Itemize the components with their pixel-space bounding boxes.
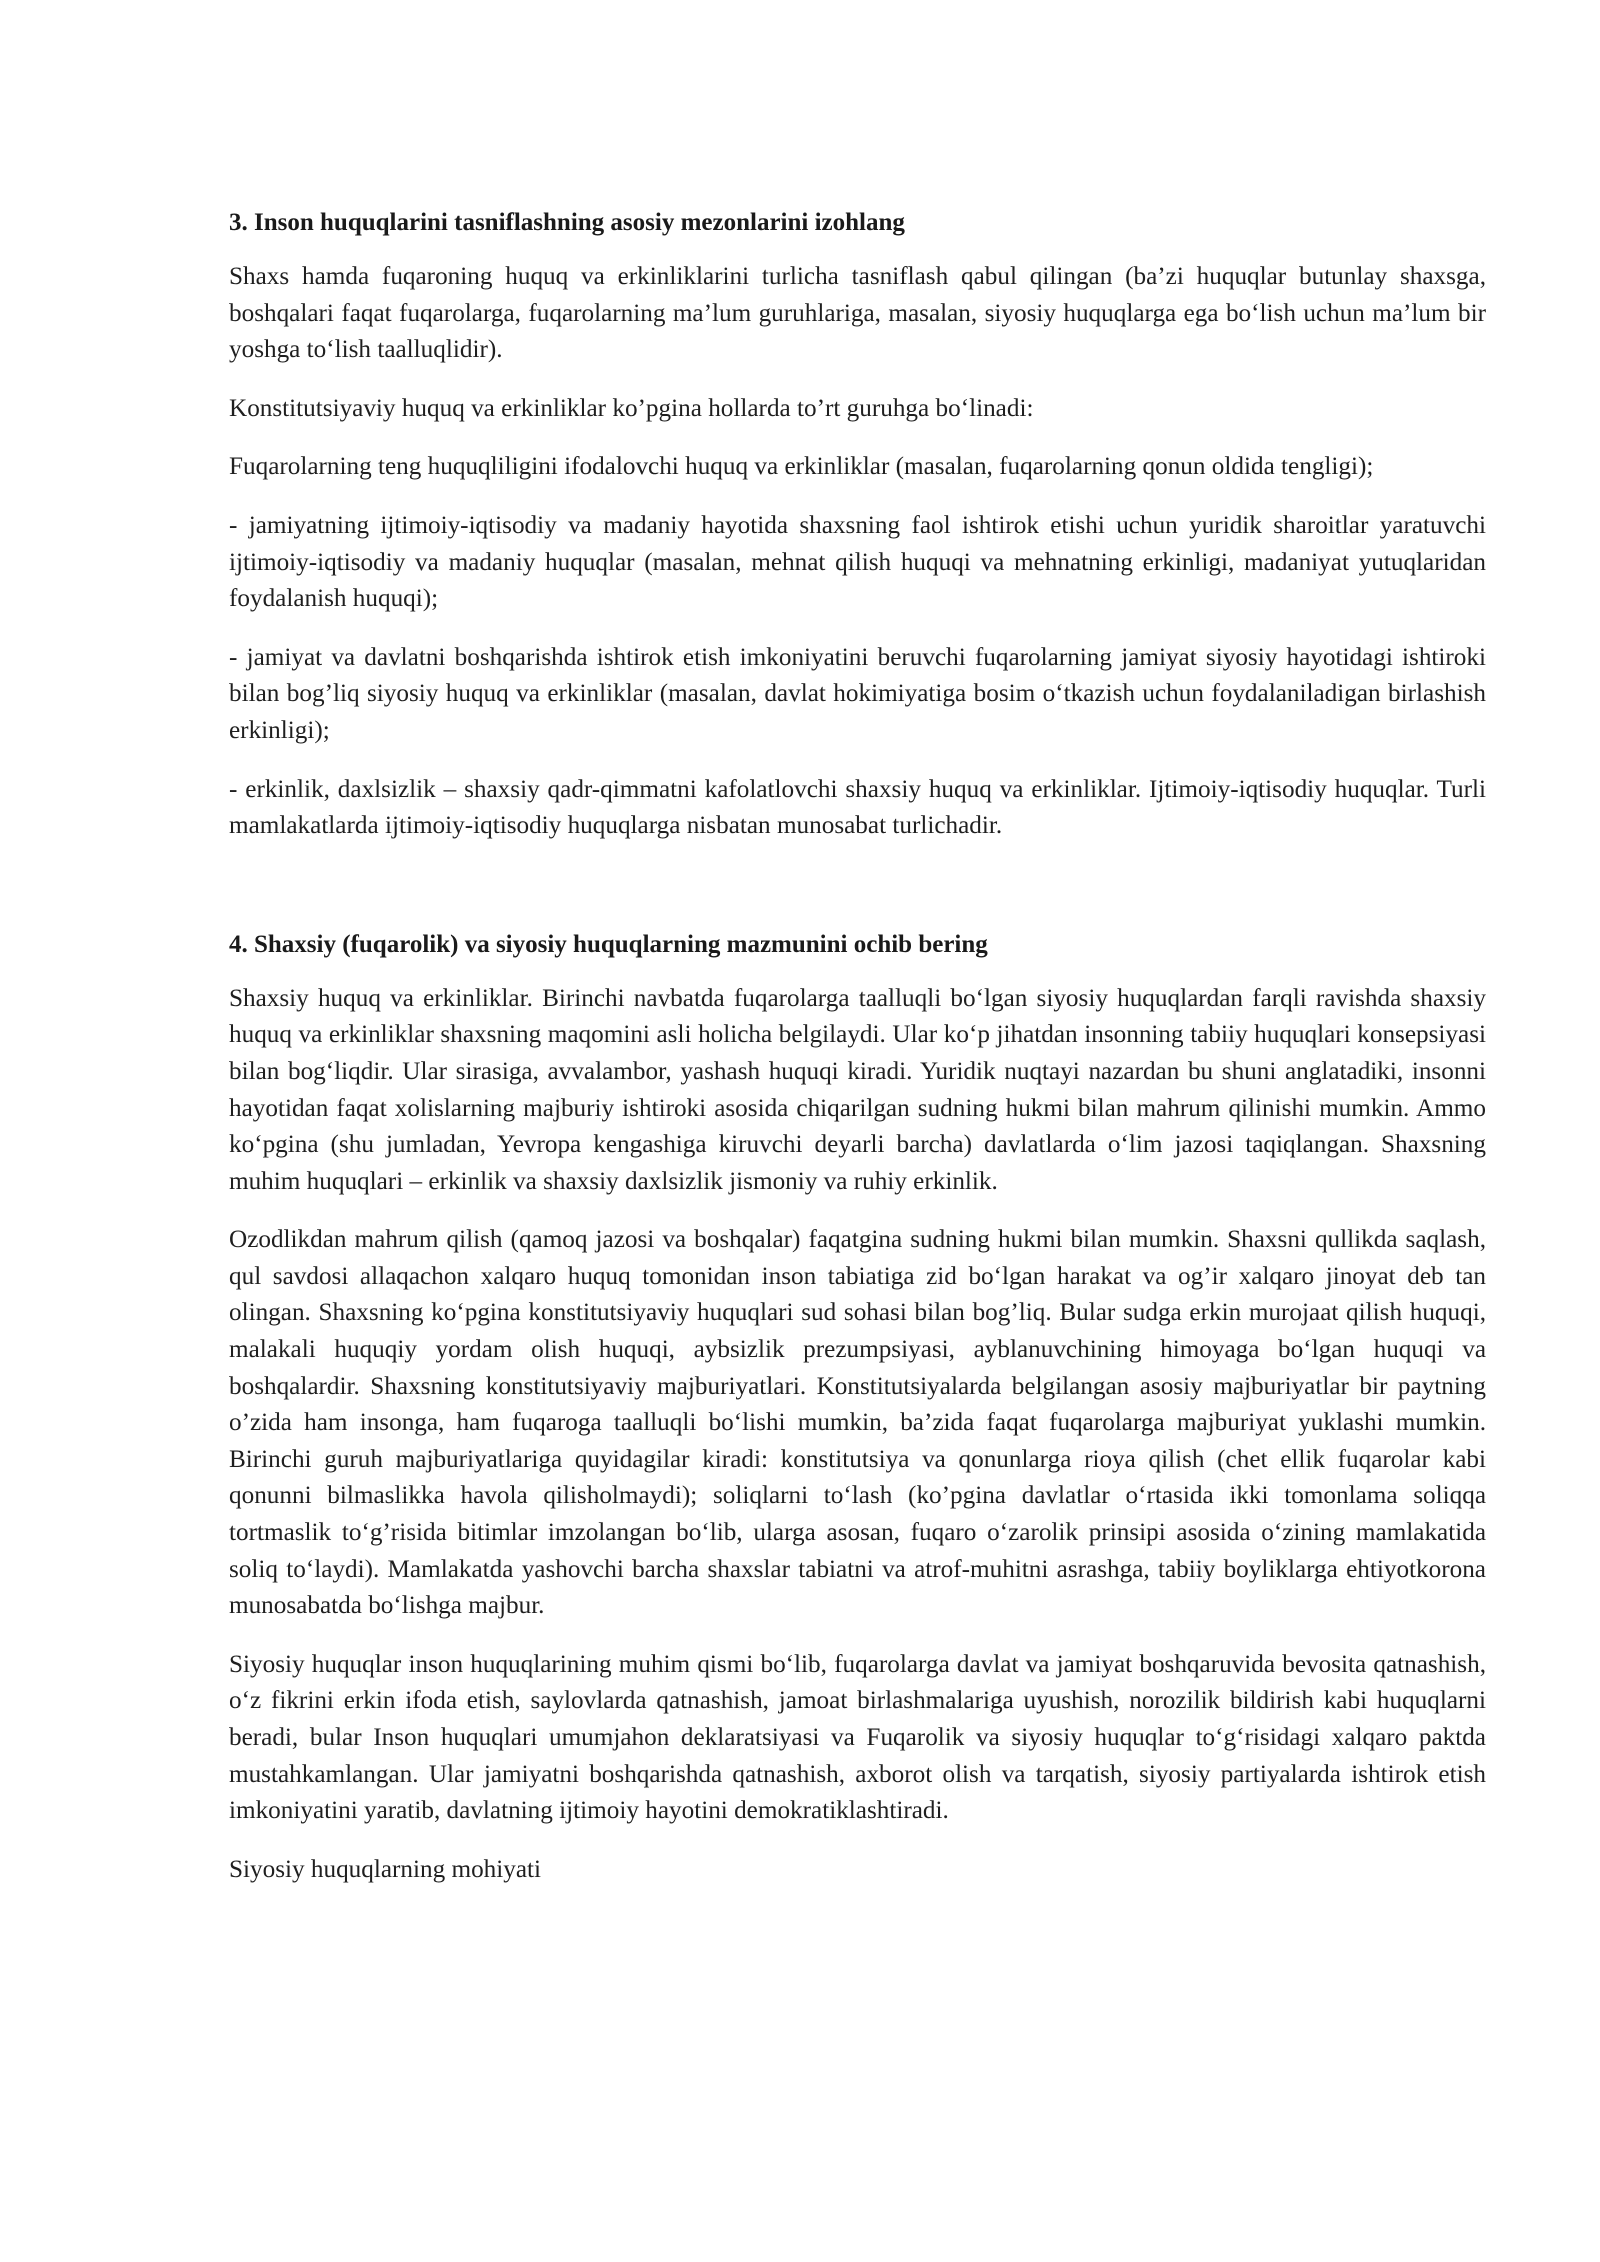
section-3-paragraph: - jamiyatning ijtimoiy-iqtisodiy va madaniy hayotida shaxsning faol ishtirok etishi uchun yuridik sharoitlar yaratuvchi ijtimoiy-iqtisodiy va madaniy huquqlar (masalan, mehnat qilish huquqi va mehnatning erkinligi, madaniyat yutuqlaridan foydalanish huquqi); [229, 511, 1486, 613]
section-4-paragraph: Siyosiy huquqlarning mohiyati [229, 1855, 542, 1883]
section-3-paragraph: Konstitutsiyaviy huquq va erkinliklar ko’pgina hollarda to’rt guruhga bo‘linadi: [229, 394, 1034, 422]
section-4 [229, 927, 1486, 1889]
section-4-paragraph: Siyosiy huquqlar inson huquqlarining muhim qismi bo‘lib, fuqarolarga davlat va jamiyat boshqaruvida bevosita qatnashish, o‘z fikrini erkin ifoda etish, saylovlarda qatnashish, jamoat birlashmalariga uyushish, norozilik bildirish kabi huquqlarni beradi, bular Inson huquqlari umumjahon deklaratsiyasi va Fuqarolik va siyosiy huquqlar to‘g‘risidagi xalqaro paktda mustahkamlangan. Ular jamiyatni boshqarishda qatnashish, axborot olish va tarqatish, siyosiy partiyalarda ishtirok etish imkoniyatini yaratib, davlatning ijtimoiy hayotini demokratiklashtiradi. [229, 1650, 1486, 1825]
section-3-paragraph: - erkinlik, daxlsizlik – shaxsiy qadr-qimmatni kafolatlovchi shaxsiy huquq va erkinliklar. Ijtimoiy-iqtisodiy huquqlar. Turli mamlakatlarda ijtimoiy-iqtisodiy huquqlarga nisbatan munosabat turlichadir. [229, 775, 1486, 840]
document-page [229, 205, 1486, 1910]
section-3-paragraph: Shaxs hamda fuqaroning huquq va erkinliklarini turlicha tasniflash qabul qilingan (ba’zi huquqlar butunlay shaxsga, boshqalari faqat fuqarolarga, fuqarolarning ma’lum guruhlariga, masalan, siyosiy huquqlarga ega bo‘lish uchun ma’lum bir yoshga to‘lish taalluqlidir). [229, 263, 1486, 364]
section-3-paragraph: - jamiyat va davlatni boshqarishda ishtirok etish imkoniyatini beruvchi fuqarolarning jamiyat siyosiy hayotidagi ishtiroki bilan bog’liq siyosiy huquq va erkinliklar (masalan, davlat hokimiyatiga bosim o‘tkazish uchun foydalaniladigan birlashish erkinligi); [229, 643, 1486, 744]
section-spacer [229, 867, 1486, 927]
section-4-paragraph: Shaxsiy huquq va erkinliklar. Birinchi navbatda fuqarolarga taalluqli bo‘lgan siyosiy huquqlardan farqli ravishda shaxsiy huquq va erkinliklar shaxsning maqomini asli holicha belgilaydi. Ular ko‘p jihatdan insonning tabiiy huquqlari konsepsiyasi bilan bog‘liqdir. Ular sirasiga, avvalambor, yashash huquqi kiradi. Yuridik nuqtayi nazardan bu shuni anglatadiki, insonni hayotidan faqat xolislarning majburiy ishtiroki asosida chiqarilgan sudning hukmi bilan mahrum qilinishi mumkin. Ammo ko‘pgina (shu jumladan, Yevropa kengashiga kiruvchi deyarli barcha) davlatlarda o‘lim jazosi taqiqlangan. Shaxsning muhim huquqlari – erkinlik va shaxsiy daxlsizlik jismoniy va ruhiy erkinlik. [229, 984, 1486, 1195]
section-3-paragraph: Fuqarolarning teng huquqliligini ifodalovchi huquq va erkinliklar (masalan, fuqarolarning qonun oldida tengligi); [229, 453, 1374, 481]
section-3 [229, 205, 1486, 845]
section-4-paragraph: Ozodlikdan mahrum qilish (qamoq jazosi va boshqalar) faqatgina sudning hukmi bilan mumkin. Shaxsni qullikda saqlash, qul savdosi allaqachon xalqaro huquq tomonidan inson tabiatiga zid bo‘lgan harakat va og’ir xalqaro jinoyat deb tan olingan. Shaxsning ko‘pgina konstitutsiyaviy huquqlari sud sohasi bilan bog’liq. Bular sudga erkin murojaat qilish huquqi, malakali huquqiy yordam olish huquqi, aybsizlik prezumpsiyasi, ayblanuvchining himoyaga bo‘lgan huquqi va boshqalardir. Shaxsning konstitutsiyaviy majburiyatlari. Konstitutsiyalarda belgilangan asosiy majburiyatlar bir paytning o’zida ham insonga, ham fuqaroga taalluqli bo‘lishi mumkin, ba’zida faqat fuqarolarga majburiyat yuklashi mumkin. Birinchi guruh majburiyatlariga quyidagilar kiradi: konstitutsiya va qonunlarga rioya qilish (chet ellik fuqarolar kabi qonunni bilmaslikka havola qilisholmaydi); soliqlarni to‘lash (ko’pgina davlatlar o‘rtasida ikki tomonlama soliqqa tortmaslik to‘g’risida bitimlar imzolangan bo‘lib, ularga asosan, fuqaro o‘zarolik prinsipi asosida o‘zining mamlakatida soliq to‘laydi). Mamlakatda yashovchi barcha shaxslar tabiatni va atrof-muhitni asrashga, tabiiy boyliklarga ehtiyotkorona munosabatda bo‘lishga majbur. [229, 1226, 1486, 1620]
section-3-heading: 3. Inson huquqlarini tasniflashning asosiy mezonlarini izohlang [229, 209, 905, 236]
section-4-heading: 4. Shaxsiy (fuqarolik) va siyosiy huquqlarning mazmunini ochib bering [229, 930, 988, 958]
